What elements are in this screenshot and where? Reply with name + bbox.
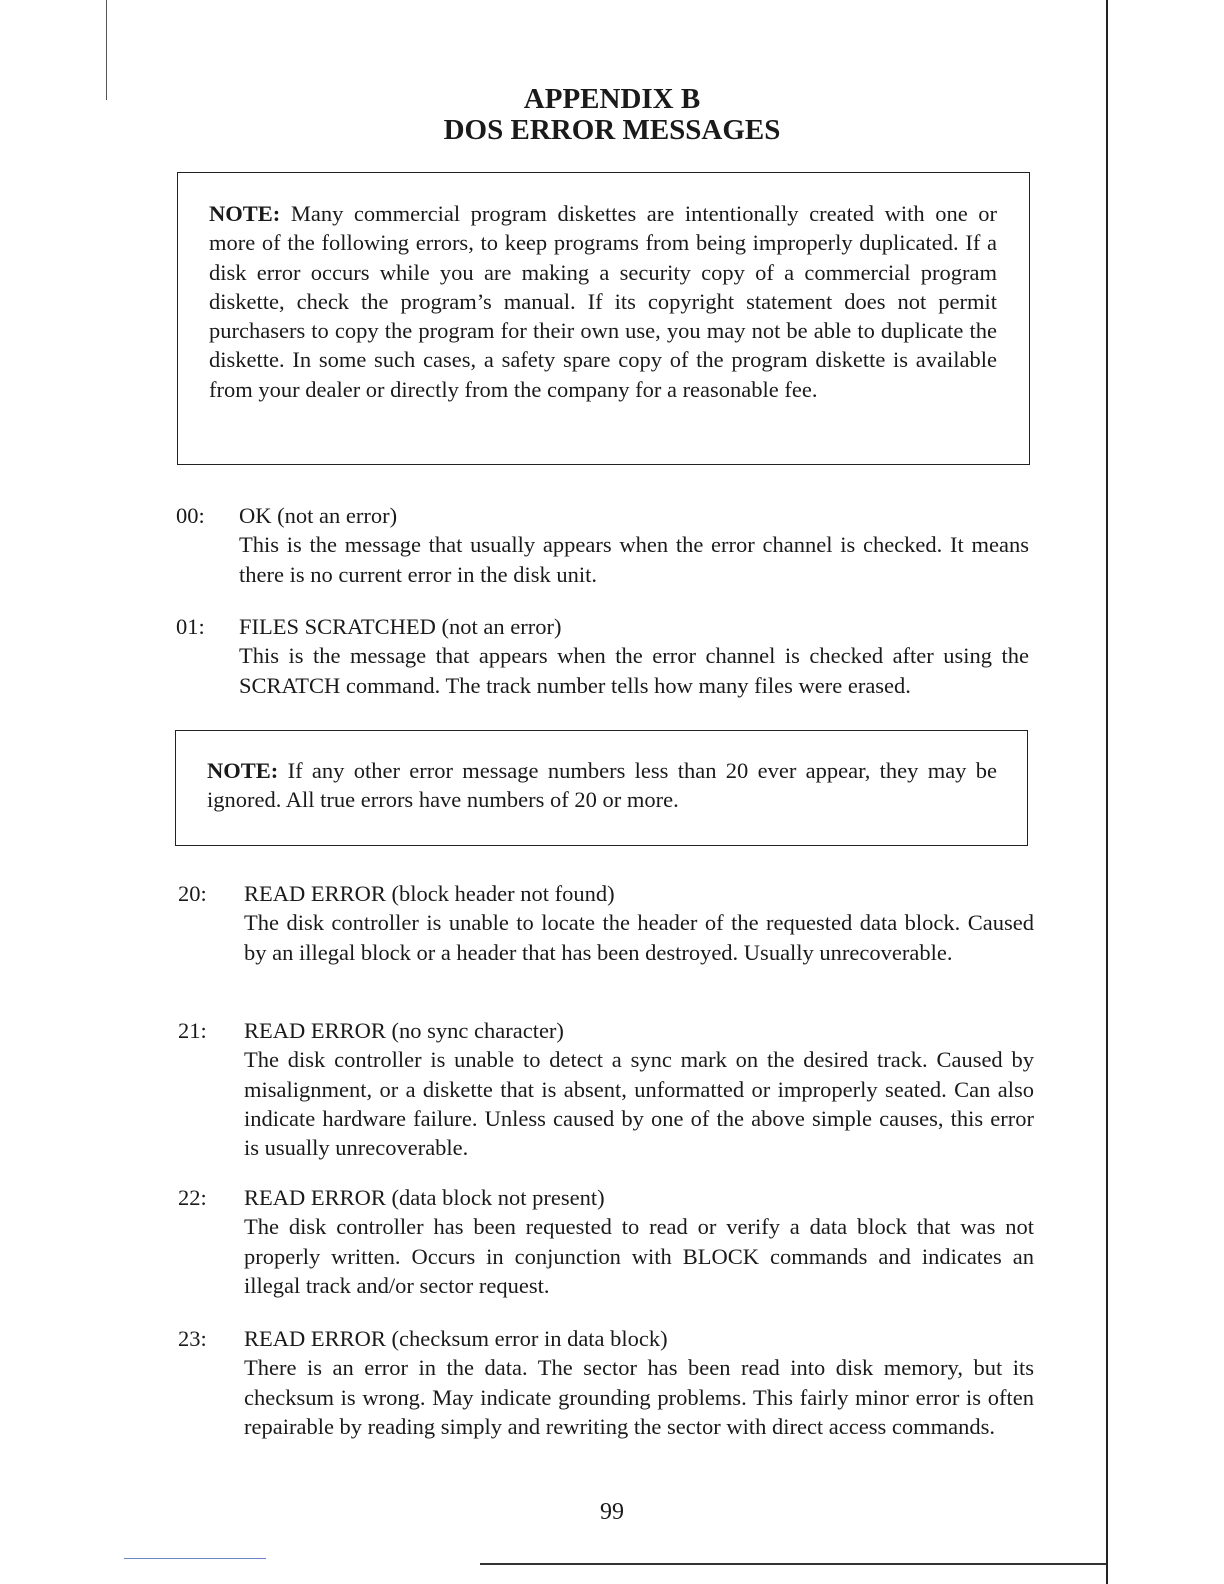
error-code: 22: xyxy=(178,1185,207,1210)
note-label: NOTE: xyxy=(207,758,279,783)
error-body xyxy=(244,1324,1034,1441)
note-label: NOTE: xyxy=(209,201,281,226)
error-body xyxy=(244,1016,1034,1162)
error-title: READ ERROR (checksum error in data block) xyxy=(244,1326,668,1351)
error-code: 01: xyxy=(176,614,205,639)
error-code: 20: xyxy=(178,881,207,906)
note-paragraph xyxy=(207,756,997,815)
note-paragraph xyxy=(209,199,997,404)
error-body xyxy=(239,501,1029,589)
error-body xyxy=(244,879,1034,967)
scan-blue-line xyxy=(124,1558,266,1559)
error-body xyxy=(239,612,1029,700)
scan-bottom-line xyxy=(480,1563,1106,1565)
error-body xyxy=(244,1183,1034,1300)
note-box-copy-protection xyxy=(177,172,1030,465)
error-description: There is an error in the data. The sector has been read into disk memory, but its checksum is wrong. May indicate grounding problems. This fairly minor error is often repairable by reading simply and rewriting the sector with direct access commands. xyxy=(244,1355,1034,1439)
section-title: DOS ERROR MESSAGES xyxy=(443,114,781,146)
note-box-error-numbers xyxy=(175,730,1028,846)
error-title: OK (not an error) xyxy=(239,503,398,528)
page-number: 99 xyxy=(600,1499,624,1525)
error-title: READ ERROR (no sync character) xyxy=(244,1018,564,1043)
scan-edge-right xyxy=(1106,0,1108,1584)
error-code: 23: xyxy=(178,1326,207,1351)
error-description: The disk controller is unable to detect a sync mark on the desired track. Caused by misalignment, or a diskette that is absent, unformatted or improperly seated. Can also indicate hardware failure. Unless caused by one of the above simple causes, this error is usually unrecoverable. xyxy=(244,1047,1034,1161)
error-code: 00: xyxy=(176,503,205,528)
error-title: READ ERROR (data block not present) xyxy=(244,1185,605,1210)
error-description: This is the message that usually appears when the error channel is checked. It means there is no current error in the disk unit. xyxy=(239,532,1029,587)
appendix-title: APPENDIX B xyxy=(523,83,701,115)
error-title: READ ERROR (block header not found) xyxy=(244,881,615,906)
error-description: This is the message that appears when the error channel is checked after using the SCRATCH command. The track number tells how many files were erased. xyxy=(239,643,1029,698)
error-code: 21: xyxy=(178,1018,207,1043)
error-description: The disk controller is unable to locate the header of the requested data block. Caused by an illegal block or a header that has been destroyed. Usually unrecoverable. xyxy=(244,910,1034,965)
error-title: FILES SCRATCHED (not an error) xyxy=(239,614,562,639)
note-text: Many commercial program diskettes are intentionally created with one or more of the following errors, to keep programs from being improperly duplicated. If a disk error occurs while you are making a security copy of a commercial program diskette, check the program’s manual. If its copyright statement does not permit purchasers to copy the program for their own use, you may not be able to duplicate the diskette. In some such cases, a safety spare copy of the program diskette is available from your dealer or directly from the company for a reasonable fee. xyxy=(209,201,998,402)
note-text: If any other error message numbers less than 20 ever appear, they may be ignored. All true errors have numbers of 20 or more. xyxy=(207,758,997,813)
error-description: The disk controller has been requested to read or verify a data block that was not properly written. Occurs in conjunction with BLOCK commands and indicates an illegal track and/or sector request. xyxy=(244,1214,1034,1298)
